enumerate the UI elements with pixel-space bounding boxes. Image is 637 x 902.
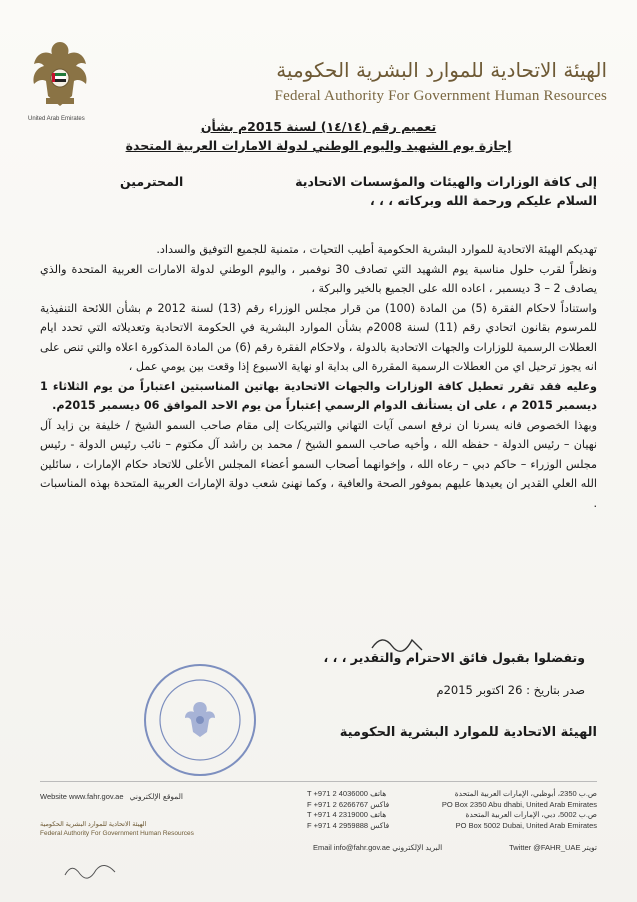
paragraph-occasion: ونظراً لقرب حلول مناسبة يوم الشهيد التي تصادف 30 نوفمبر ، واليوم الوطني لدولة الامارات العربية المتحدة والذي يصادف 2 – 3 ديسمبر ، اعاده الله على الجميع بالخير والبركة ، <box>40 262 597 295</box>
paragraph-congratulations: وبهذا الخصوص فانه يسرنا ان نرفع اسمى آيات التهاني والتبريكات إلى مقام صاحب السمو الشيخ / خليفة بن زايد آل نهيان – رئيس الدولة - حفظه الله ، وأخيه صاحب السمو الشيخ / محمد بن راشد آل مكتوم – نائب رئيس الدولة - رئيس مجلس الوزراء – حاكم دبي – رعاه الله ، وإخوانهما أصحاب السمو أعضاء المجلس الأعلى للاتحاد حكام الإمارات ، سائلين الله العلي القدير ان يعيدها عليهم بموفور الصحة والعافية ، وكما نهنئ شعب دولة الإمارات العربية المتحدة بهذه المناسبات . <box>40 418 597 510</box>
email-label-ar: البريد الإلكتروني <box>392 843 443 852</box>
contact-row <box>307 821 597 832</box>
twitter-handle[interactable]: Twitter @FAHR_UAE <box>509 843 581 852</box>
signatory: الهيئة الاتحادية للموارد البشرية الحكومية <box>339 725 597 740</box>
recipients-block <box>40 172 597 210</box>
letter-body <box>40 240 597 513</box>
uae-emblem-icon <box>30 36 90 116</box>
footer-logo-en: Federal Authority For Government Human Resources <box>40 830 194 837</box>
contact-fax: F +971 2 6266767 فاكس <box>307 799 390 809</box>
website-label-ar: الموقع الإلكتروني <box>129 792 183 801</box>
official-stamp-icon <box>140 660 260 780</box>
closing-line: وتفضلوا بقبول فائق الاحترام والتقدير ، ، ، <box>323 650 585 665</box>
email-address[interactable]: Email info@fahr.gov.ae <box>313 843 391 852</box>
contact-phone: T +971 4 2319000 هاتف <box>307 810 387 819</box>
letterhead <box>28 28 607 122</box>
contact-address: ص.ب 2350، أبوظبي، الإمارات العربية المتحدة <box>454 789 597 798</box>
twitter-label-ar: تويتر <box>582 843 597 852</box>
greeting: السلام عليكم ورحمة الله وبركاته ، ، ، <box>370 193 597 208</box>
org-name-arabic: الهيئة الاتحادية للموارد البشرية الحكومية <box>276 58 607 82</box>
initials-scribble-icon <box>60 860 120 885</box>
footer-divider <box>40 781 597 782</box>
paragraph-greeting: تهديكم الهيئة الاتحادية للموارد البشرية الحكومية أطيب التحيات ، متمنية للجميع التوفيق والسداد. <box>156 243 597 256</box>
issue-date: صدر بتاريخ : 26 اكتوبر 2015م <box>436 683 585 697</box>
footer-twitter <box>509 843 597 852</box>
emblem-caption: United Arab Emirates <box>28 116 85 122</box>
footer-logo <box>40 820 194 838</box>
contact-address: PO Box 5002 Dubai, United Arab Emirates <box>455 820 597 830</box>
circular-title <box>40 117 597 155</box>
website-label-en[interactable]: Website www.fahr.gov.ae <box>40 792 124 801</box>
recipients-respect: المحترمين <box>120 174 184 189</box>
footer-email <box>313 843 442 852</box>
contact-phone: T +971 2 4036000 هاتف <box>307 789 387 798</box>
paragraph-decision: وعليه فقد تقرر تعطيل كافة الوزارات والجهات الاتحادية بهاتين المناسبتين اعتباراً من يوم الثلاثاء 1 ديسمبر 2015 م ، على ان يستأنف الدوام الرسمي إعتباراً من يوم الاحد الموافق 06 ديسمبر 2015م. <box>40 379 597 412</box>
contact-fax: F +971 4 2959888 فاكس <box>307 820 390 830</box>
circular-number: تعميم رقم (١٤/١٤) لسنة 2015م بشأن <box>200 119 437 134</box>
contact-row <box>307 800 597 811</box>
footer-logo-ar: الهيئة الاتحادية للموارد البشرية الحكومية <box>40 821 147 828</box>
footer-website <box>40 792 187 801</box>
org-name-english: Federal Authority For Government Human Resources <box>274 88 607 104</box>
footer-contacts <box>307 789 597 831</box>
recipients-to: إلى كافة الوزارات والهيئات والمؤسسات الاتحادية <box>295 174 597 189</box>
contact-address: ص.ب 5002، دبي، الإمارات العربية المتحدة <box>465 810 597 819</box>
contact-row <box>307 810 597 821</box>
paragraph-legal-basis: واستناداً لاحكام الفقرة (5) من المادة (100) من قرار مجلس الوزراء رقم (13) لسنة 2012 م بشأن اللائحة التنفيذية للمرسوم بقانون اتحادي رقم (11) لسنة 2008م بشأن الموارد البشرية في الحكومة الاتحادية وتعديلاته التي تحدد ايام العطلات الرسمية للوزارات والجهات الاتحادية بالدولة ، ولاحكام الفقرة رقم (6) من المادة المذكورة اعلاه والتي تنص على انه يجوز ترحيل اي من العطلات الرسمية المقررة الى بداية او نهاية الاسبوع إذا وقعت بين يومي عمل ، <box>40 301 597 373</box>
contact-row <box>307 789 597 800</box>
contact-address: PO Box 2350 Abu dhabi, United Arab Emirates <box>441 799 597 809</box>
circular-subject: إجازة يوم الشهيد واليوم الوطني لدولة الامارات العربية المتحدة <box>125 138 512 153</box>
